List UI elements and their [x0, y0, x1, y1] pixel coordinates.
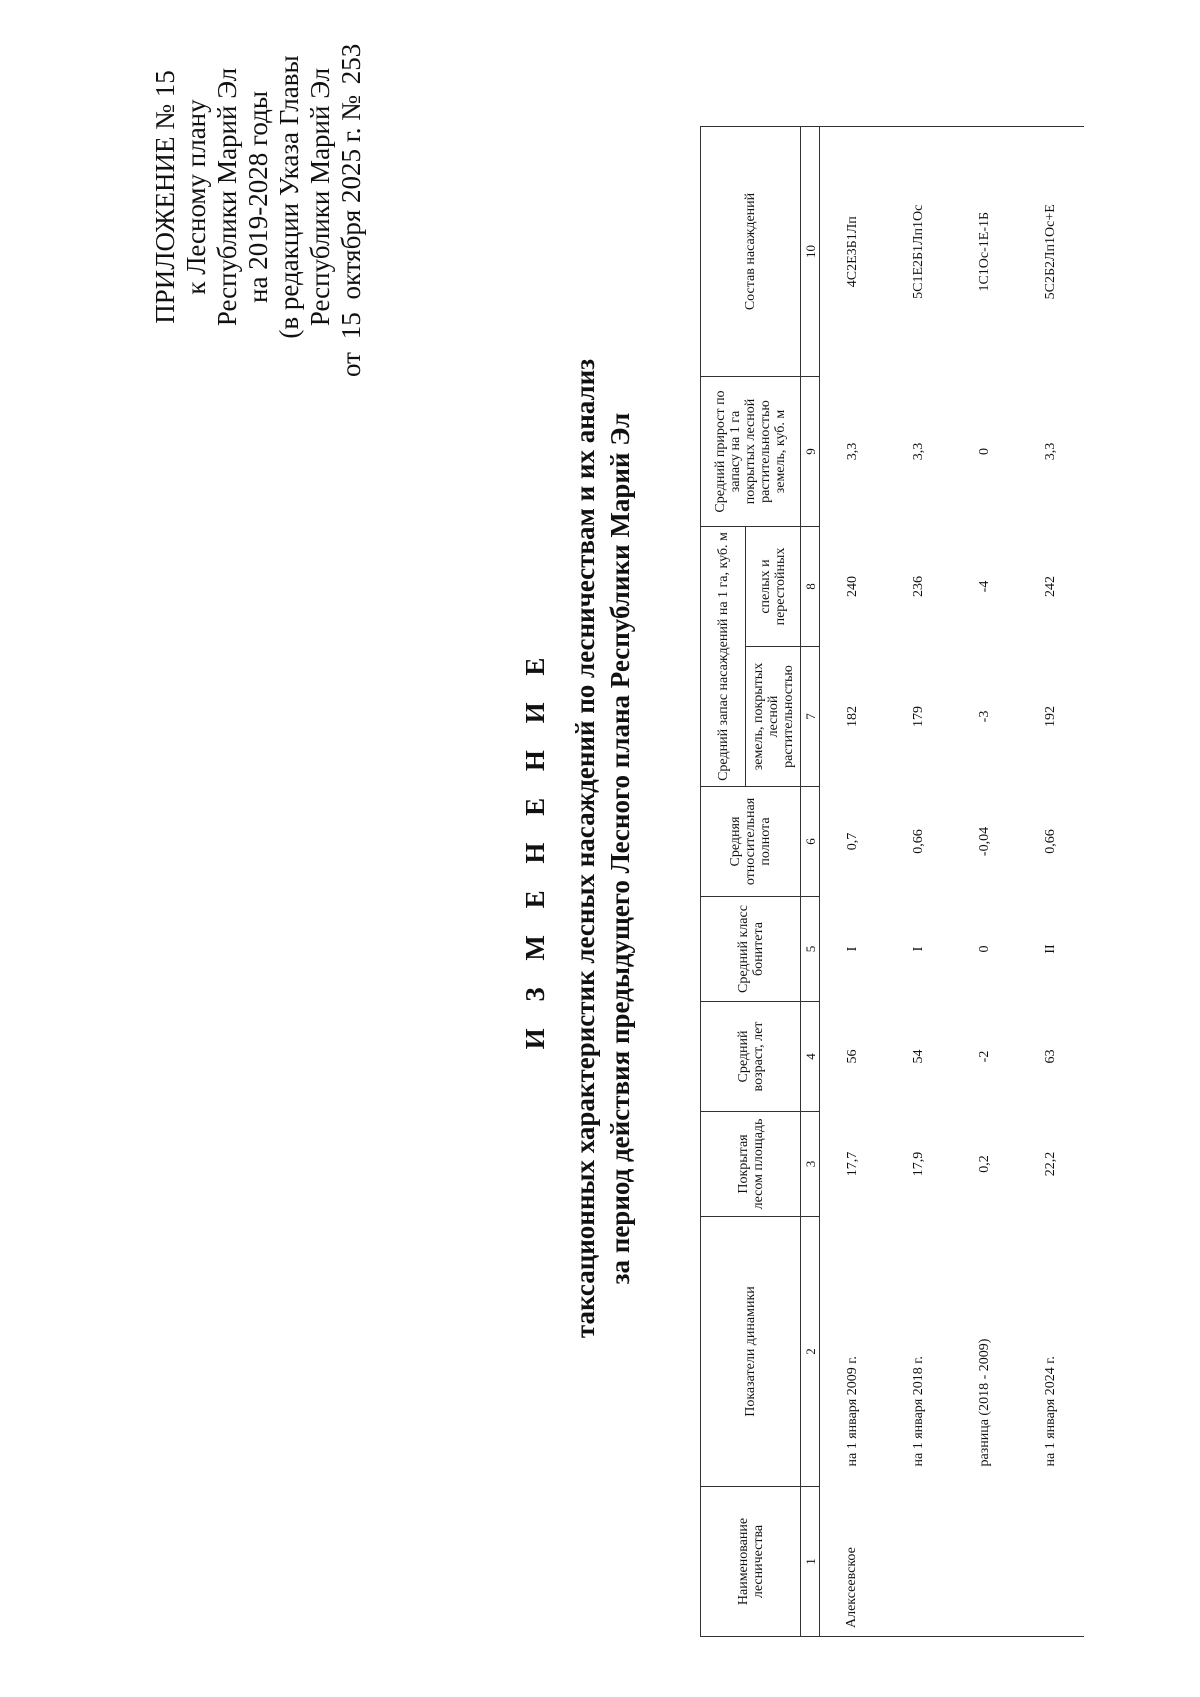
sign-from: от [336, 352, 366, 377]
polnota-cell: 0,66 [911, 829, 926, 854]
appendix-line: Республики Марий Эл [212, 67, 242, 327]
prirost-cell: 3,3 [1043, 442, 1058, 461]
ploshad-cell: 0,2 [977, 1155, 992, 1173]
bonitet-cell: I [845, 946, 860, 952]
column-number: 10 [801, 127, 820, 377]
ploshad-cell: 22,2 [1043, 1151, 1058, 1177]
bonitet-cell: I [911, 946, 926, 952]
document-title: И З М Е Н Е Н И Е [520, 647, 550, 1050]
pokazatel-cell: на 1 января 2024 г. [1043, 1356, 1058, 1467]
zapas-spel-cell: 242 [1043, 576, 1058, 597]
bonitet-cell: 0 [977, 945, 992, 953]
appendix-line: (в редакции Указа Главы [274, 55, 304, 339]
header-zapas: Средний запас насаждений на 1 га, куб. м [701, 527, 746, 787]
taxation-table [700, 126, 1084, 1637]
document-subtitle-line1: таксационных характеристик лесных насаждений по лесничествам и их анализ [570, 358, 600, 1339]
header-lesnichestvo: Наименование лесничества [701, 1487, 801, 1637]
pokazatel-cell: разница (2018 - 2009) [977, 1338, 992, 1467]
zapas-pokr-cell: 179 [911, 706, 926, 727]
column-number: 4 [801, 1002, 820, 1112]
header-zapas-spel: спелых и перестойных [746, 527, 801, 647]
pokazatel-cell: на 1 января 2018 г. [911, 1356, 926, 1467]
column-number: 8 [801, 527, 820, 647]
header-vozrast: Средний возраст, лет [701, 1002, 801, 1112]
sostav-cell: 5С1Е2Б1Лп1Ос [886, 127, 952, 377]
pokazatel-cell: на 1 января 2009 г. [845, 1356, 860, 1467]
header-ploshad: Покрытая лесом площадь [701, 1112, 801, 1217]
lesnichestvo-name: Алексеевское [820, 1487, 1085, 1637]
appendix-block [150, 0, 367, 407]
zapas-pokr-cell: -3 [977, 710, 992, 723]
appendix-line: ПРИЛОЖЕНИЕ № 15 [150, 70, 180, 324]
appendix-line: к Лесному плану [181, 99, 211, 295]
column-number: 2 [801, 1217, 820, 1487]
zapas-pokr-cell: 192 [1043, 706, 1058, 727]
header-sostav: Состав насаждений [701, 127, 801, 377]
vozrast-cell: 56 [845, 1049, 860, 1064]
column-number: 6 [801, 787, 820, 897]
sign-number: 253 [336, 43, 366, 85]
column-number: 5 [801, 897, 820, 1002]
prirost-cell: 0 [977, 448, 992, 455]
sostav-cell: 5С2Б2Лп1Ос+Е [1018, 127, 1084, 377]
header-bonitet: Средний класс бонитета [701, 897, 801, 1002]
appendix-signature-line [336, 0, 367, 407]
header-prirost: Средний прирост по запасу на 1 га покрытых лесной растительностью земель, куб. м [701, 377, 801, 527]
prirost-cell: 3,3 [911, 442, 926, 461]
vozrast-cell: -2 [977, 1050, 992, 1063]
vozrast-cell: 63 [1043, 1049, 1058, 1064]
polnota-cell: 0,7 [845, 832, 860, 851]
table-row [886, 127, 952, 1637]
sostav-cell: 4С2Е3Б1Лп [820, 127, 887, 377]
ploshad-cell: 17,9 [911, 1151, 926, 1177]
table-row [1018, 127, 1084, 1637]
sostav-cell: 1С1Ос-1Е-1Б [952, 127, 1018, 377]
appendix-line: Республики Марий Эл [305, 67, 335, 327]
prirost-cell: 3,3 [845, 442, 860, 461]
table-row [820, 127, 887, 1637]
header-pokazateli: Показатели динамики [701, 1217, 801, 1487]
zapas-spel-cell: -4 [977, 580, 992, 593]
polnota-cell: -0,04 [977, 826, 992, 857]
column-number: 3 [801, 1112, 820, 1217]
column-number: 1 [801, 1487, 820, 1637]
header-polnota: Средняя относительная полнота [701, 787, 801, 897]
ploshad-cell: 17,7 [845, 1151, 860, 1177]
zapas-pokr-cell: 182 [845, 706, 860, 727]
zapas-spel-cell: 236 [911, 576, 926, 597]
column-number: 7 [801, 647, 820, 787]
sign-day: 15 [336, 312, 366, 340]
table-row [952, 127, 1018, 1637]
header-zapas-pokr: земель, покрытых лесной растительностью [746, 647, 801, 787]
column-number: 9 [801, 377, 820, 527]
bonitet-cell: II [1043, 944, 1058, 954]
zapas-spel-cell: 240 [845, 576, 860, 597]
document-subtitle-line2: за период действия предыдущего Лесного плана Республики Марий Эл [605, 412, 635, 1285]
sign-month-year: октября 2025 г. № [336, 94, 366, 300]
polnota-cell: 0,66 [1043, 829, 1058, 854]
appendix-line: на 2019-2028 годы [243, 91, 273, 303]
vozrast-cell: 54 [911, 1049, 926, 1064]
